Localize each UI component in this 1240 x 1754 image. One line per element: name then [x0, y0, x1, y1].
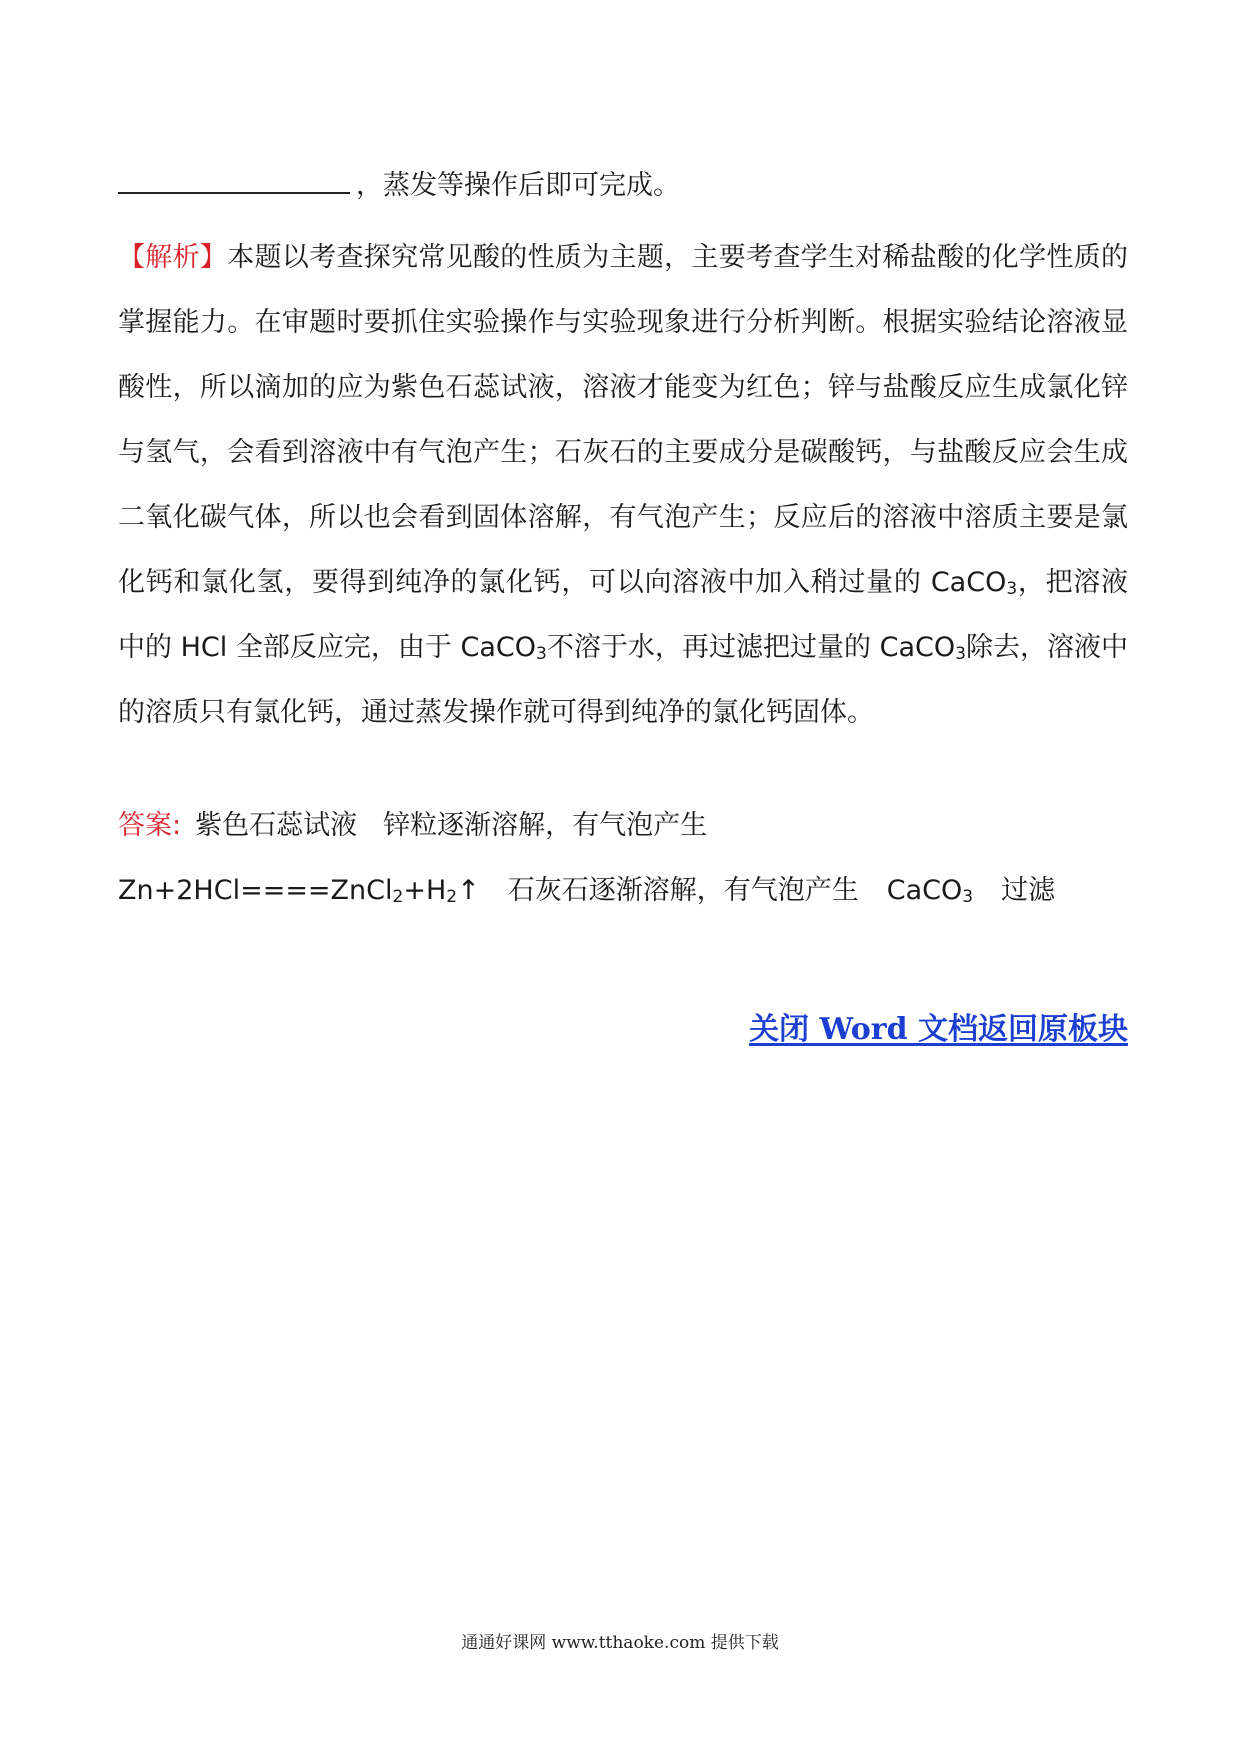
gas-arrow: ↑ — [457, 875, 480, 906]
analysis-text-4: 除去，溶液中的溶质只有氯化钙，通过蒸发操作就可得到纯净的氯化钙固体。 — [118, 632, 1128, 728]
equation-part-b: +H — [403, 875, 447, 906]
subscript: 3 — [1006, 579, 1018, 599]
fill-blank-line — [118, 162, 680, 206]
answer-item-3: 石灰石逐渐溶解，有气泡产生 — [507, 875, 859, 906]
equation-part-a: Zn+2HCl====ZnCl — [118, 875, 393, 906]
equation-line — [118, 871, 1055, 911]
answer-line — [118, 806, 707, 846]
subscript: 3 — [962, 887, 974, 907]
subscript: 3 — [955, 644, 966, 664]
answer-label: 答案: — [118, 810, 182, 841]
subscript: 3 — [536, 644, 547, 664]
analysis-text-2: ，把溶液中的 HCl 全部反应完，由于 CaCO — [118, 567, 1129, 663]
answer-item-4: CaCO — [886, 875, 963, 906]
answer-item-1: 紫色石蕊试液 — [195, 810, 358, 841]
close-word-document-link[interactable]: 关闭 Word 文档返回原板块 — [749, 1012, 1128, 1047]
analysis-label: 【解析】 — [118, 242, 228, 273]
answer-item-2: 锌粒逐渐溶解，有气泡产生 — [383, 810, 708, 841]
analysis-text-1: 本题以考查探究常见酸的性质为主题，主要考查学生对稀盐酸的化学性质的掌握能力。在审题时要抓住实验操作与实验现象进行分析判断。根据实验结论溶液显酸性，所以滴加的应为紫色石蕊试液，溶液才能变为红色；锌与盐酸反应生成氯化锌与氢气，会看到溶液中有气泡产生；石灰石的主要成分是碳酸钙，与盐酸反应会生成二氧化碳气体，所以也会看到固体溶解，有气泡产生；反应后的溶液中溶质主要是氯化钙和氯化氢，要得到纯净的氯化钙，可以向溶液中加入稍过量的 CaCO — [118, 242, 1129, 598]
analysis-text-3: 不溶于水，再过滤把过量的 CaCO — [546, 632, 956, 663]
answer-blank — [118, 162, 350, 194]
answer-item-5: 过滤 — [1001, 875, 1056, 906]
subscript: 2 — [392, 887, 404, 907]
subscript: 2 — [446, 887, 458, 907]
blank-line-suffix: ，蒸发等操作后即可完成。 — [356, 170, 680, 201]
page-footer: 通通好课网 www.tthaoke.com 提供下载 — [461, 1633, 779, 1653]
analysis-paragraph — [118, 225, 1128, 745]
